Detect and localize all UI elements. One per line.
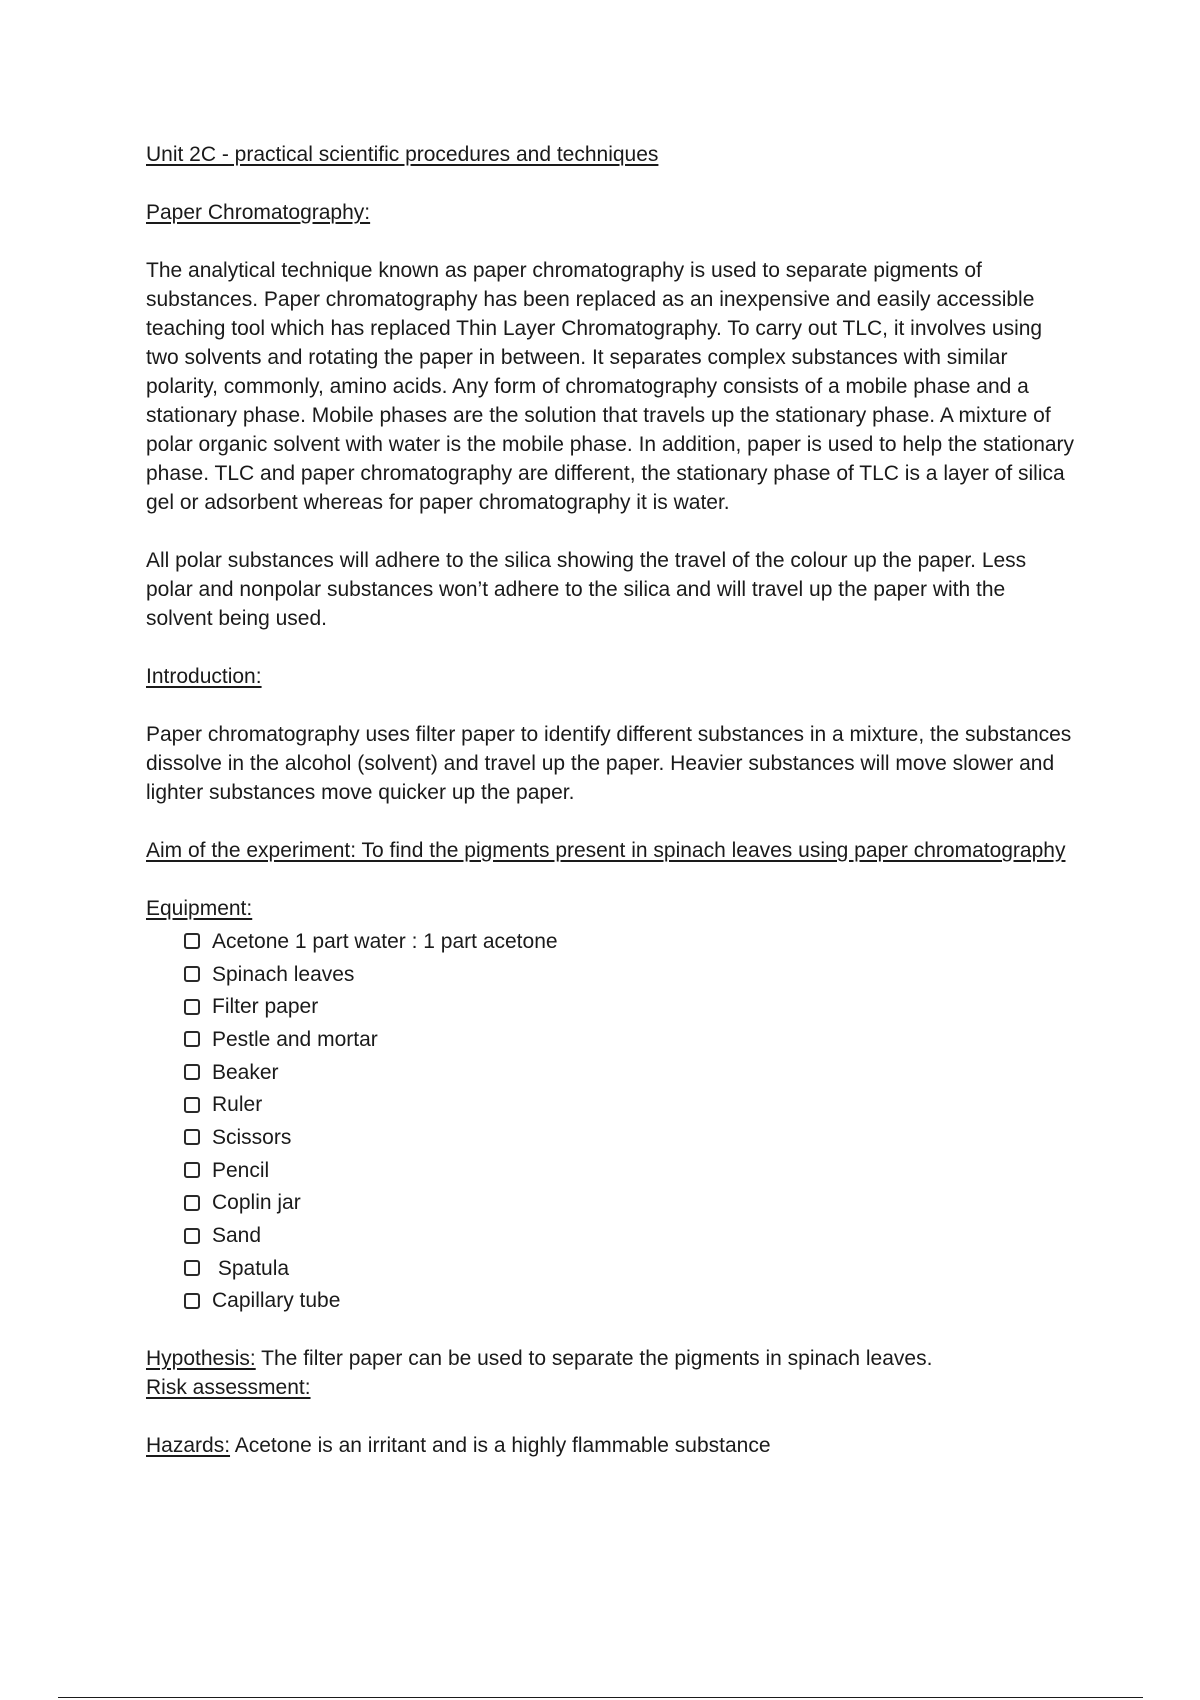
equipment-heading: Equipment: (146, 897, 253, 920)
equipment-item-label: Spatula (212, 1256, 290, 1280)
page-bottom-rule (58, 1697, 1143, 1698)
equipment-item (184, 1252, 1076, 1285)
hazards-label: Hazards: (146, 1434, 231, 1458)
equipment-item-label: Capillary tube (212, 1289, 341, 1313)
hypothesis-label: Hypothesis: (146, 1347, 256, 1371)
hazards-text: Acetone is an irritant and is a highly flammable substance (230, 1434, 771, 1458)
equipment-item-label: Ruler (212, 1093, 263, 1117)
risk-assessment (146, 1373, 1076, 1402)
equipment-item-label: Beaker (212, 1060, 279, 1084)
checkbox-icon[interactable] (184, 1293, 200, 1309)
equipment-item (184, 1056, 1076, 1089)
checkbox-icon[interactable] (184, 1129, 200, 1145)
hypothesis (146, 1344, 1076, 1373)
checkbox-icon[interactable] (184, 1260, 200, 1276)
paragraph-overview: The analytical technique known as paper chromatography is used to separate pigments of substances. Paper chromatography has been replaced as an inexpensive and easily accessible teaching tool which has replaced Thin Layer Chromatography. To carry out TLC, it involves using two solvents and rotating the paper in between. It separates complex substances with similar polarity, commonly, amino acids. Any form of chromatography consists of a mobile phase and a stationary phase. Mobile phases are the solution that travels up the stationary phase. A mixture of polar organic solvent with water is the mobile phase. In addition, paper is used to help the stationary phase. TLC and paper chromatography are different, the stationary phase of TLC is a layer of silica gel or adsorbent whereas for paper chromatography it is water. (146, 259, 1075, 514)
checkbox-icon[interactable] (184, 1031, 200, 1047)
equipment-item (184, 990, 1076, 1023)
equipment-item-label: Acetone 1 part water : 1 part acetone (212, 929, 558, 953)
equipment-item-label: Pencil (212, 1158, 270, 1182)
paragraph-polarity: All polar substances will adhere to the silica showing the travel of the colour up the paper. Less polar and nonpolar substances won’t adhere to the silica and will travel up the paper with the solvent being used. (146, 549, 1027, 630)
introduction-text: Paper chromatography uses filter paper to identify different substances in a mixture, the substances dissolve in the alcohol (solvent) and travel up the paper. Heavier substances will move slower and lighter substances move quicker up the paper. (146, 723, 1072, 804)
equipment-item (184, 925, 1076, 958)
equipment-item-label: Spinach leaves (212, 962, 355, 986)
hypothesis-text: The filter paper can be used to separate the pigments in spinach leaves. (255, 1347, 933, 1371)
equipment-item-label: Coplin jar (212, 1191, 301, 1215)
checkbox-icon[interactable] (184, 1195, 200, 1211)
equipment-item (184, 1088, 1076, 1121)
checkbox-icon[interactable] (184, 999, 200, 1015)
hazards (146, 1431, 1076, 1460)
unit-title: Unit 2C - practical scientific procedures and techniques (146, 143, 659, 166)
equipment-item (184, 1285, 1076, 1318)
checkbox-icon[interactable] (184, 933, 200, 949)
risk-assessment-heading: Risk assessment: (146, 1376, 311, 1400)
checkbox-icon[interactable] (184, 966, 200, 982)
checkbox-icon[interactable] (184, 1064, 200, 1080)
equipment-item-label: Scissors (212, 1125, 292, 1149)
checkbox-icon[interactable] (184, 1228, 200, 1244)
equipment-item-label: Sand (212, 1224, 262, 1248)
equipment-item-label: Filter paper (212, 995, 319, 1019)
aim-of-experiment: Aim of the experiment: To find the pigments present in spinach leaves using paper chromatography (146, 839, 1066, 862)
equipment-checklist (146, 925, 1076, 1317)
equipment-item (184, 1154, 1076, 1187)
introduction-heading: Introduction: (146, 665, 262, 688)
equipment-item (184, 958, 1076, 991)
equipment-item (184, 1219, 1076, 1252)
checkbox-icon[interactable] (184, 1097, 200, 1113)
equipment-item-label: Pestle and mortar (212, 1027, 378, 1051)
document-page (146, 140, 1076, 1460)
equipment-item (184, 1187, 1076, 1220)
equipment-item (184, 1023, 1076, 1056)
equipment-item (184, 1121, 1076, 1154)
section-heading-paper-chromatography: Paper Chromatography: (146, 201, 371, 224)
checkbox-icon[interactable] (184, 1162, 200, 1178)
